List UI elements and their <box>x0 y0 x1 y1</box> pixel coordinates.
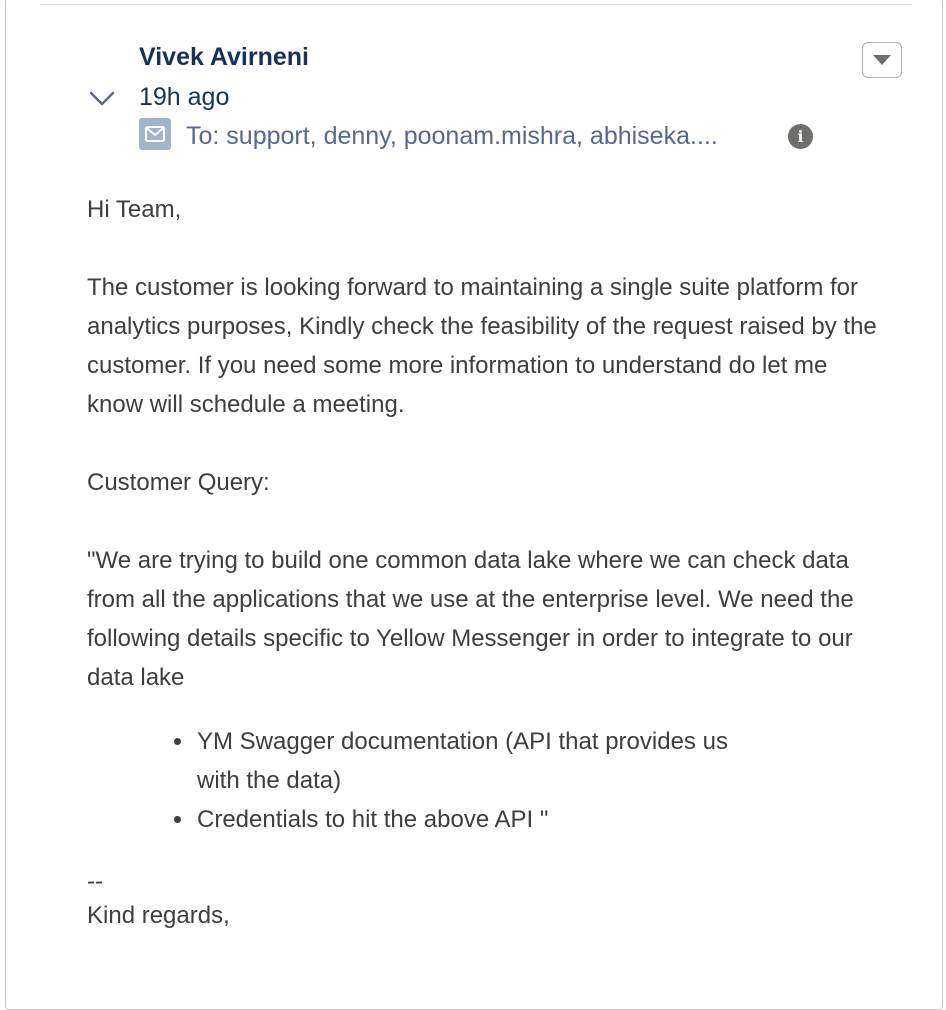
intro-paragraph: The customer is looking forward to maintaining a single suite platform for analytics purposes, Kindly check the feasibility of the request raised by the customer. If you need some more information to understand do let me know will schedule a meeting. <box>87 274 877 418</box>
chevron-down-icon[interactable] <box>89 88 115 108</box>
dropdown-menu-icon <box>872 54 892 66</box>
message-body <box>87 190 887 935</box>
customer-query-quote: "We are trying to build one common data lake where we can check data from all the applications that we use at the enterprise level. We need the following details specific to Yellow Messenger in order to integrate to our data lake <box>87 547 854 691</box>
customer-query-label: Customer Query: <box>87 469 270 496</box>
info-icon[interactable]: i <box>788 124 813 149</box>
recipients-list[interactable]: To: support, denny, poonam.mishra, abhiseka.... <box>186 122 718 150</box>
email-icon <box>139 118 171 150</box>
requirements-list <box>87 722 887 839</box>
list-item: Credentials to hit the above API " <box>87 800 777 839</box>
author-name[interactable]: Vivek Avirneni <box>139 43 309 71</box>
closing: Kind regards, <box>87 902 230 929</box>
post-actions-menu-button[interactable] <box>862 42 902 78</box>
timestamp-link[interactable]: 19h ago <box>139 83 230 111</box>
greeting: Hi Team, <box>87 196 182 223</box>
divider <box>40 4 912 5</box>
signature-separator: -- <box>87 868 103 895</box>
list-item: YM Swagger documentation (API that provides us with the data) <box>87 722 777 800</box>
